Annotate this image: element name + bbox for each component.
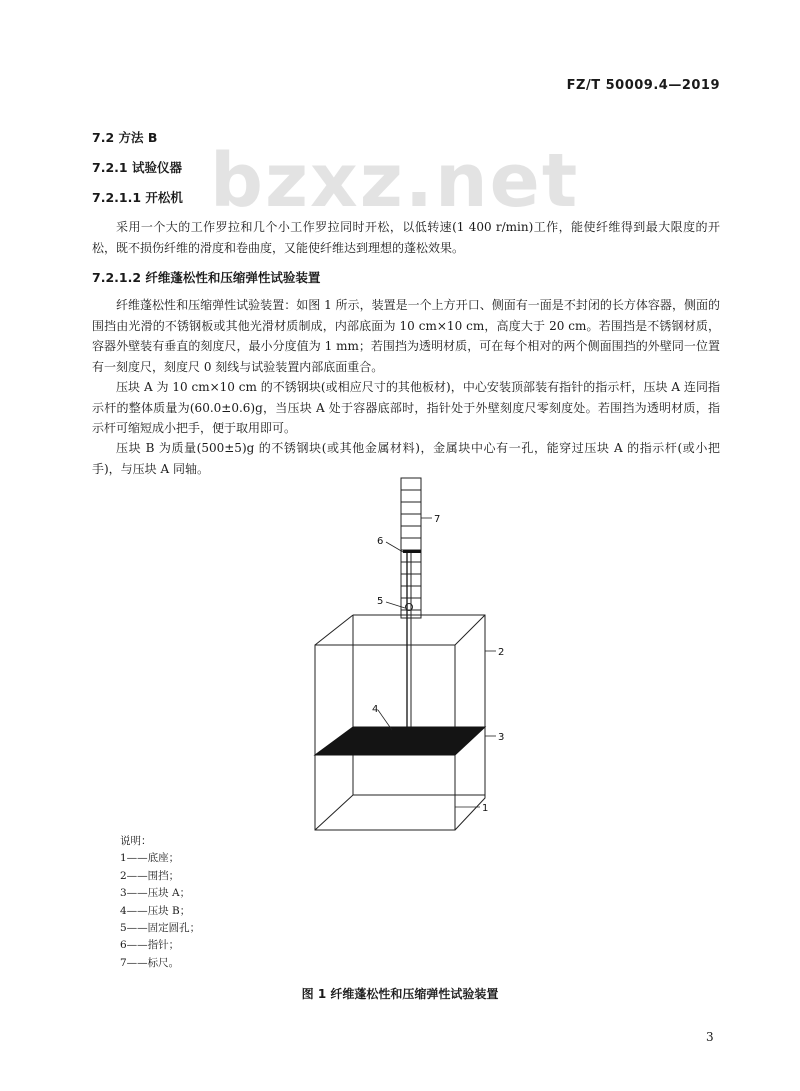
legend-item: 7——标尺。 xyxy=(120,956,180,969)
callout-3: 3 xyxy=(498,732,505,743)
callout-4: 4 xyxy=(372,704,379,715)
paragraph-apparatus: 纤维蓬松性和压缩弹性试验装置：如图 1 所示，装置是一个上方开口、侧面有一面是不封闭的长方体容器，侧面的围挡由光滑的不锈钢板或其他光滑材质制成，内部底面为 10 cm×10 cm，高度大于 20 cm。若围挡是不锈钢材质，容器外壁装有垂直的刻度尺，最小分度值为 1 mm；若围挡为透明材质，可在每个相对的两个侧面围挡的外壁同一位置有一刻度尺，刻度尺 0 刻线与试验装置内部底面重合。 xyxy=(92,298,720,374)
legend-item: 3——压块 A； xyxy=(120,887,191,900)
legend-item: 1——底座； xyxy=(120,852,180,865)
legend-item: 4——压块 B； xyxy=(120,904,191,917)
figure-legend xyxy=(120,833,200,972)
watermark: bzxz.net xyxy=(210,138,580,224)
callout-6: 6 xyxy=(377,536,384,547)
figure-caption: 图 1 纤维蓬松性和压缩弹性试验装置 xyxy=(301,987,499,1001)
standard-code: FZ/T 50009.4—2019 xyxy=(566,78,720,93)
callout-7: 7 xyxy=(434,514,441,525)
heading-7-2: 7.2 方法 B xyxy=(92,130,158,145)
paragraph-opener: 采用一个大的工作罗拉和几个小工作罗拉同时开松，以低转速(1 400 r/min)工作，能使纤维得到最大限度的开松，既不损伤纤维的滑度和卷曲度，又能使纤维达到理想的蓬松效果。 xyxy=(92,220,720,255)
callout-2: 2 xyxy=(498,647,505,658)
paragraph-block-a: 压块 A 为 10 cm×10 cm 的不锈钢块(或相应尺寸的其他板材)，中心安装顶部装有指针的指示杆，压块 A 连同指示杆的整体质量为(60.0±0.6)g，当压块 A 处于容器底部时，指针处于外壁刻度尺零刻度处。若围挡为透明材质，指示杆可缩短成小把手，便于取用即可。 xyxy=(92,380,720,435)
paragraph-block-b: 压块 B 为质量(500±5)g 的不锈钢块(或其他金属材料)，金属块中心有一孔，能穿过压块 A 的指示杆(或小把手)，与压块 A 同轴。 xyxy=(92,441,720,476)
page-number: 3 xyxy=(706,1030,714,1044)
heading-7-2-1-2: 7.2.1.2 纤维蓬松性和压缩弹性试验装置 xyxy=(92,270,321,285)
apparatus-diagram xyxy=(300,470,540,840)
heading-7-2-1-1: 7.2.1.1 开松机 xyxy=(92,190,183,205)
callout-1: 1 xyxy=(482,803,489,814)
legend-item: 5——固定圆孔； xyxy=(120,922,201,935)
legend-title: 说明： xyxy=(120,835,152,847)
callout-5: 5 xyxy=(377,596,384,607)
pressure-block-a xyxy=(315,727,485,755)
legend-item: 2——围挡； xyxy=(120,869,180,882)
enclosure-back xyxy=(353,615,485,830)
legend-item: 6——指针； xyxy=(120,939,180,952)
heading-7-2-1: 7.2.1 试验仪器 xyxy=(92,160,182,175)
pointer xyxy=(403,550,421,553)
